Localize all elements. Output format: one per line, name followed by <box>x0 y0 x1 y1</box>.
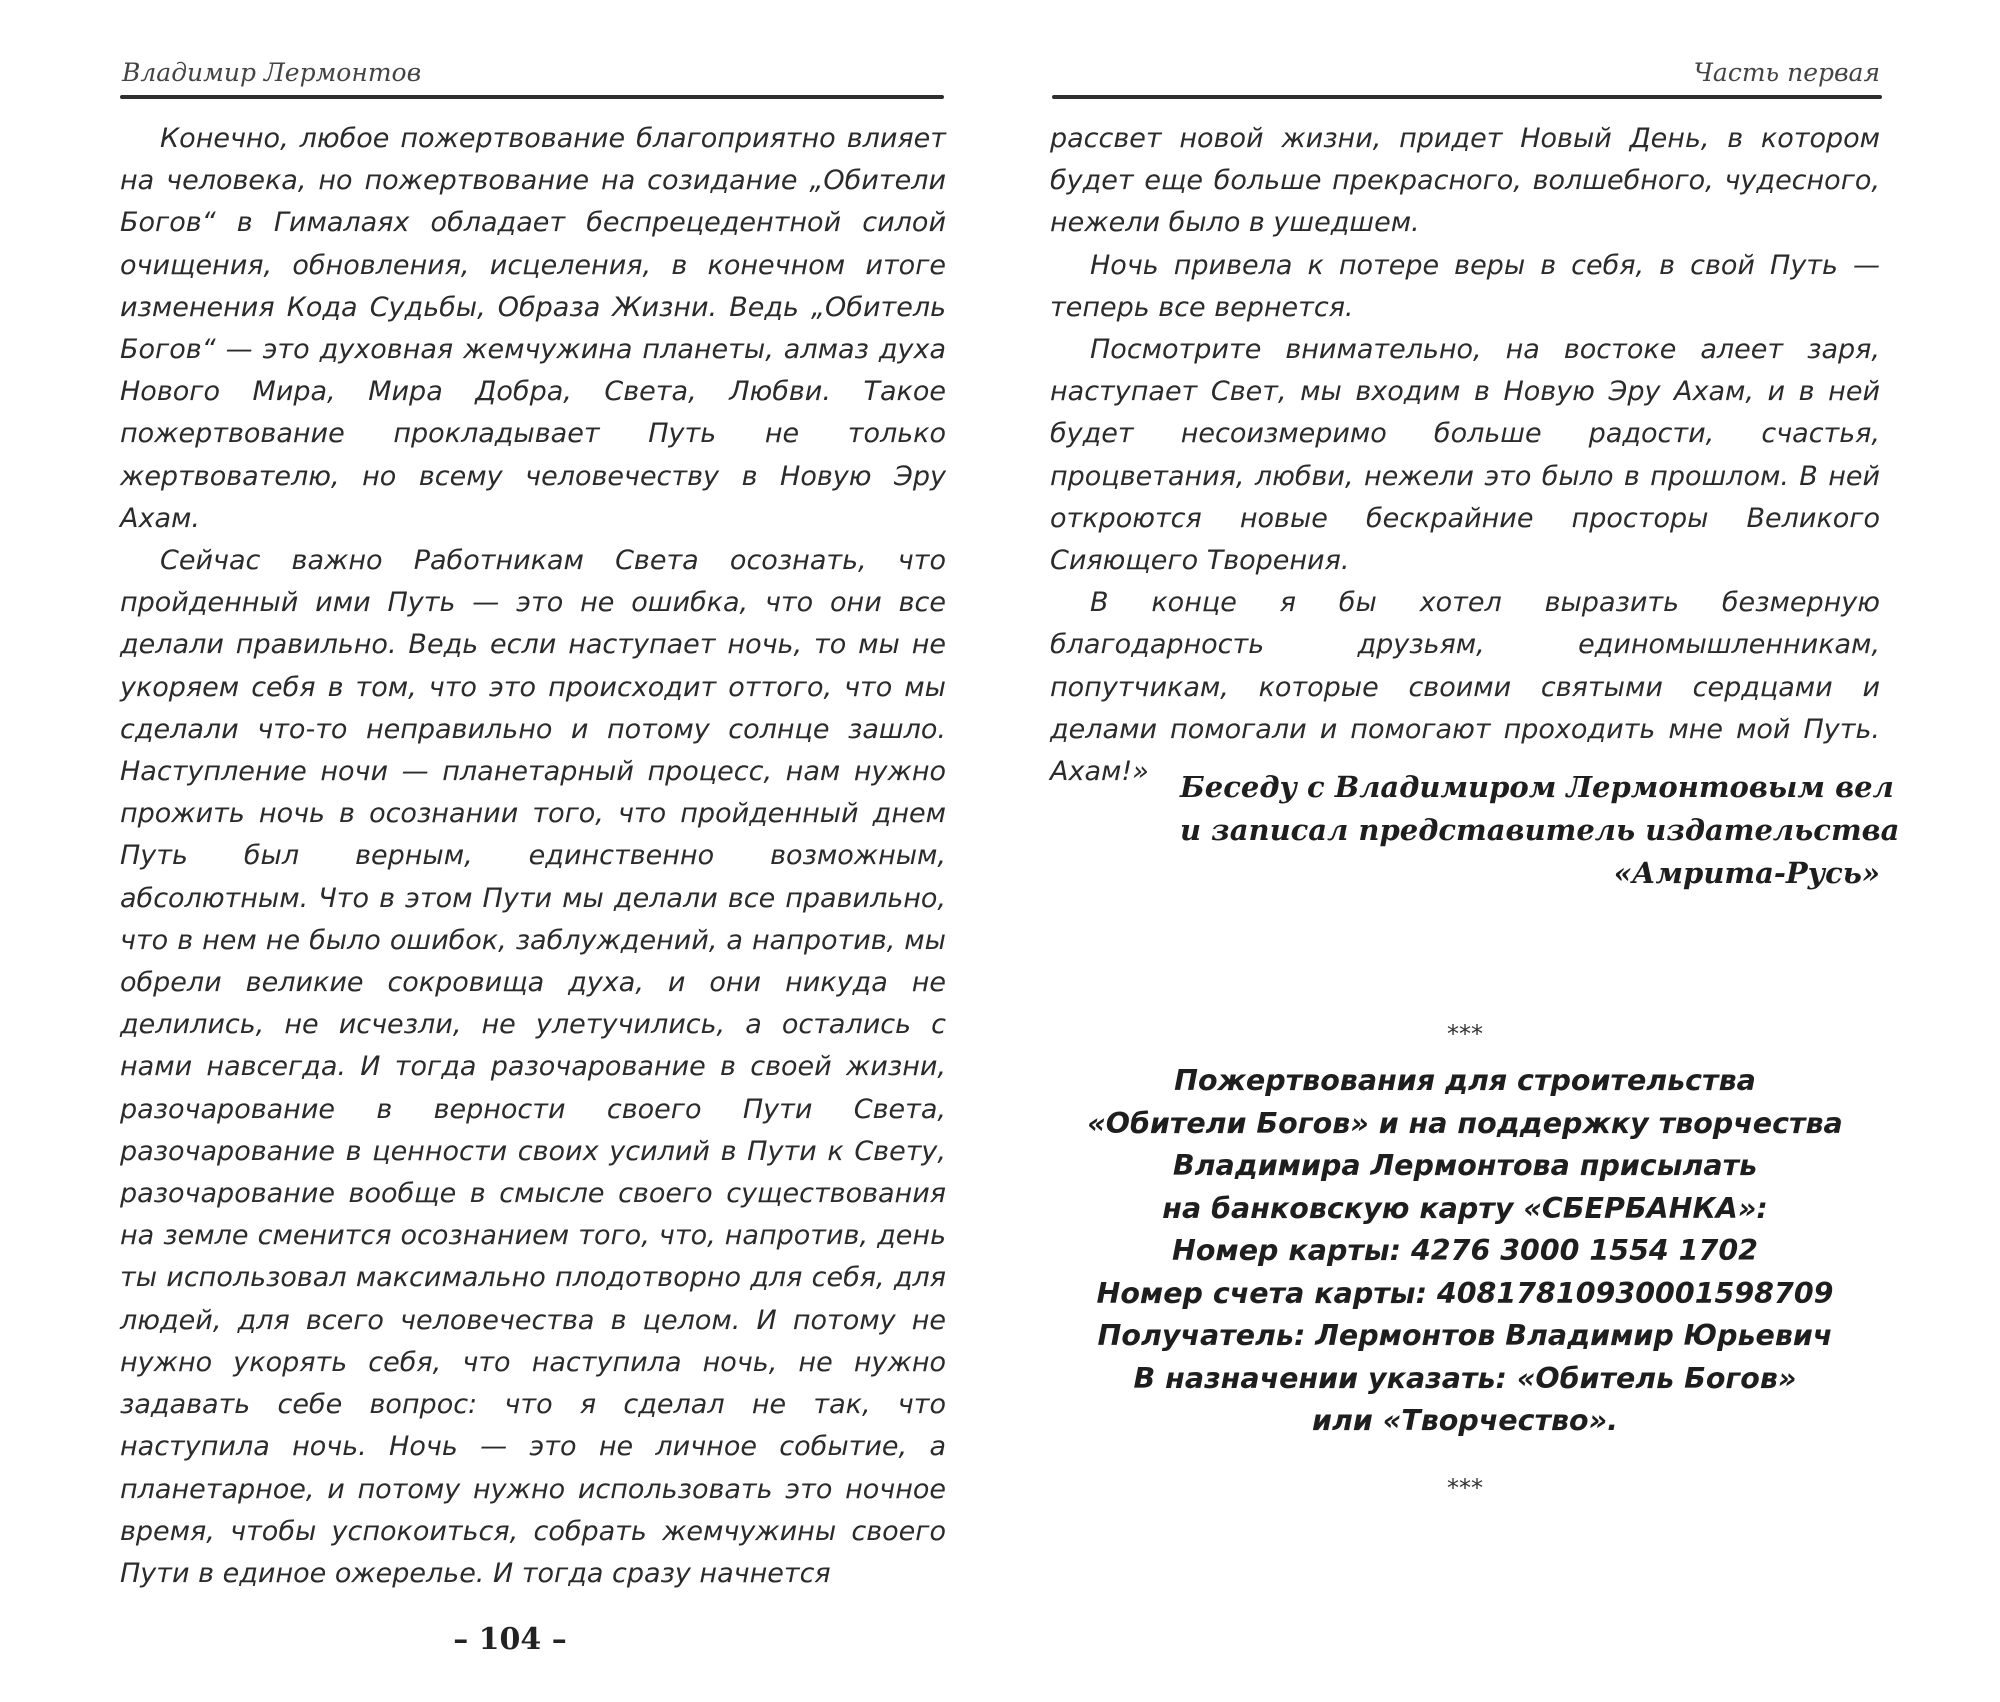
donation-line: на банковскую карту «СБЕРБАНКА»: <box>1162 1191 1768 1225</box>
right-body-text <box>1050 118 1880 793</box>
paragraph: Ночь привела к потере веры в себя, в свой Путь — теперь все вернется. <box>1050 249 1880 323</box>
paragraph: В конце я бы хотел выразить безмерную благодарность друзьям, единомышленникам, попутчикам, которые своими святыми сердцами и делами помогали и помогают проходить мне мой Путь. Ахам!» <box>1050 587 1880 788</box>
header-rule <box>1052 95 1882 99</box>
donation-line: В назначении указать: «Обитель Богов» <box>1133 1361 1797 1395</box>
card-number: Номер карты: 4276 3000 1554 1702 <box>1171 1234 1759 1267</box>
paragraph: Посмотрите внимательно, на востоке алеет заря, наступает Свет, мы входим в Новую Эру Ахам, и в ней будет несоизмеримо больше радости, счастья, процветания, любви, нежели это было в прошлом. В ней откроются новые бескрайние просторы Великого Сияющего Творения. <box>1050 334 1880 577</box>
donation-line: Пожертвования для строительства <box>1174 1064 1756 1097</box>
section-separator: *** <box>1447 1474 1483 1502</box>
paragraph: рассвет новой жизни, придет Новый День, в котором будет еще больше прекрасного, волшебного, чудесного, нежели было в ушедшем. <box>1050 123 1880 239</box>
right-page <box>1000 0 2000 1702</box>
paragraph: Конечно, любое пожертвование благоприятно влияет на человека, но пожертвование на созидание „Обители Богов“ в Гималаях обладает беспрецедентной силой очищения, обновления, исцеления, в конечном итоге изменения Кода Судьбы, Образа Жизни. Ведь „Обитель Богов“ — это духовная жемчужина планеты, алмаз духа Нового Мира, Мира Добра, Света, Любви. Такое пожертвование прокладывает Путь не только жертвователю, но всему человечеству в Новую Эру Ахам. <box>120 123 946 534</box>
donation-line: или «Творчество». <box>1312 1404 1618 1437</box>
donation-line: Владимира Лермонтова присылать <box>1172 1149 1758 1182</box>
running-head-section: Часть первая <box>1693 58 1880 87</box>
page-number: – 104 – <box>453 1622 567 1657</box>
credit-line: и записал представитель издательства <box>1180 813 1900 847</box>
credit-line: «Амрита-Русь» <box>1613 856 1880 890</box>
left-body-text <box>120 118 946 1595</box>
interview-credit <box>1180 766 1900 895</box>
donation-info <box>1050 1060 1880 1443</box>
paragraph: Сейчас важно Работникам Света осознать, что пройденный ими Путь — это не ошибка, что они все делали правильно. Ведь если наступает ночь, то мы не укоряем себя в том, что это происходит оттого, что мы сделали что-то неправильно и потому солнце зашло. Наступление ночи — планетарный процесс, нам нужно прожить ночь в осознании того, что пройденный днем Путь был верным, единственно возможным, абсолютным. Что в этом Пути мы делали все правильно, что в нем не было ошибок, заблуждений, а напротив, мы обрели великие сокровища духа, и они никуда не делились, не исчезли, не улетучились, а остались с нами навсегда. И тогда разочарование в своей жизни, разочарование в верности своего Пути Света, разочарование в ценности своих усилий в Пути к Свету, разочарование вообще в смысле своего существования на земле сменится осознанием того, что, напротив, день ты использовал максимально плодотворно для себя, для людей, для всего человечества в целом. И потому не нужно укорять себя, что наступила ночь, не нужно задавать себе вопрос: что я сделал не так, что наступила ночь. Ночь — это не личное событие, а планетарное, и потому нужно использовать это ночное время, чтобы успокоиться, собрать жемчужины своего Пути в единое ожерелье. И тогда сразу начнется <box>120 545 946 1589</box>
account-number: Номер счета карты: 40817810930001598709 <box>1096 1276 1834 1310</box>
credit-line: Беседу с Владимиром Лермонтовым вел <box>1180 770 1894 804</box>
recipient: Получатель: Лермонтов Владимир Юрьевич <box>1097 1319 1833 1352</box>
running-head-author: Владимир Лермонтов <box>122 58 422 87</box>
header-rule <box>120 95 944 99</box>
section-separator: *** <box>1447 1020 1483 1048</box>
donation-line: «Обители Богов» и на поддержку творчества <box>1087 1106 1843 1140</box>
